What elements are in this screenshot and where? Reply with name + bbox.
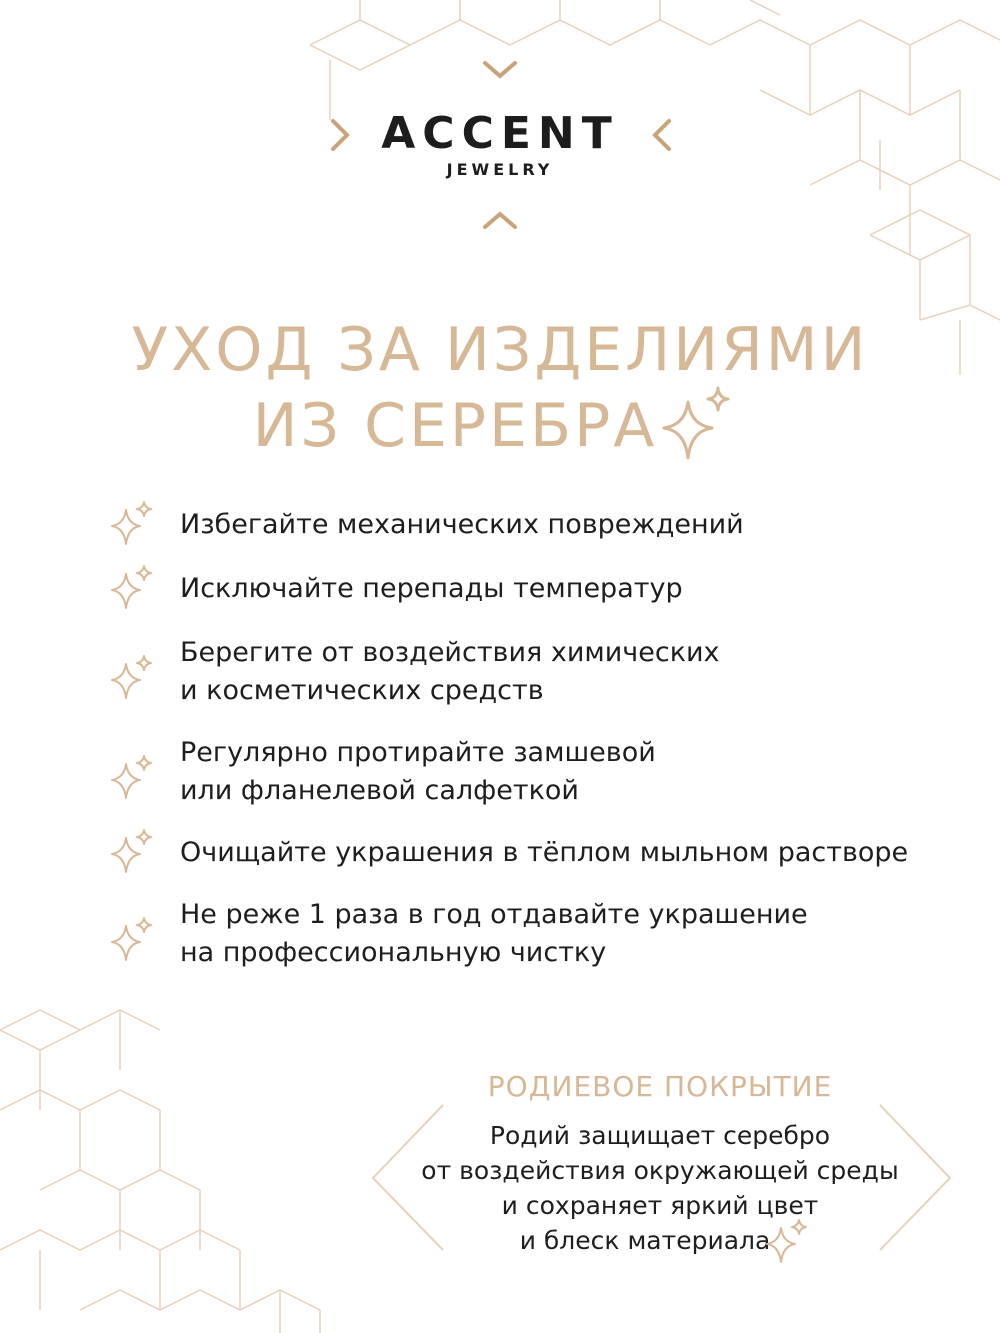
tip-text: Берегите от воздействия химических и косметических средств	[180, 637, 720, 706]
page-title	[0, 312, 1000, 464]
rhodium-title: РОДИЕВОЕ ПОКРЫТИЕ	[487, 1070, 833, 1103]
tip-text: Исключайте перепады температур	[180, 573, 683, 604]
sparkle-icon	[110, 754, 156, 802]
tip-text: Избегайте механических повреждений	[180, 509, 744, 540]
title-line-2: ИЗ СЕРЕБРА	[252, 391, 658, 461]
brand-name: ACCENT	[381, 108, 619, 159]
brand-logo	[0, 50, 1000, 240]
sparkle-icon	[110, 828, 156, 876]
sparkle-icon	[110, 500, 156, 548]
title-line-1: УХОД ЗА ИЗДЕЛИЯМИ	[131, 315, 869, 385]
brand-subtitle: JEWELRY	[446, 160, 554, 179]
sparkle-icon	[110, 916, 156, 964]
geometric-pattern-bottom-left	[0, 1000, 340, 1333]
tip-text: Не реже 1 раза в год отдавайте украшение на профессиональную чистку	[180, 899, 808, 968]
sparkle-icon	[110, 654, 156, 702]
sparkle-icon	[110, 564, 156, 612]
sparkle-icon	[660, 380, 740, 470]
tip-text: Очищайте украшения в тёплом мыльном растворе	[180, 837, 909, 868]
sparkle-icon	[765, 1218, 811, 1266]
rhodium-text: Родий защищает серебро от воздействия окружающей среды и сохраняет яркий цвет и блеск материала	[421, 1121, 899, 1255]
tip-text: Регулярно протирайте замшевой или фланелевой салфеткой	[180, 737, 656, 806]
